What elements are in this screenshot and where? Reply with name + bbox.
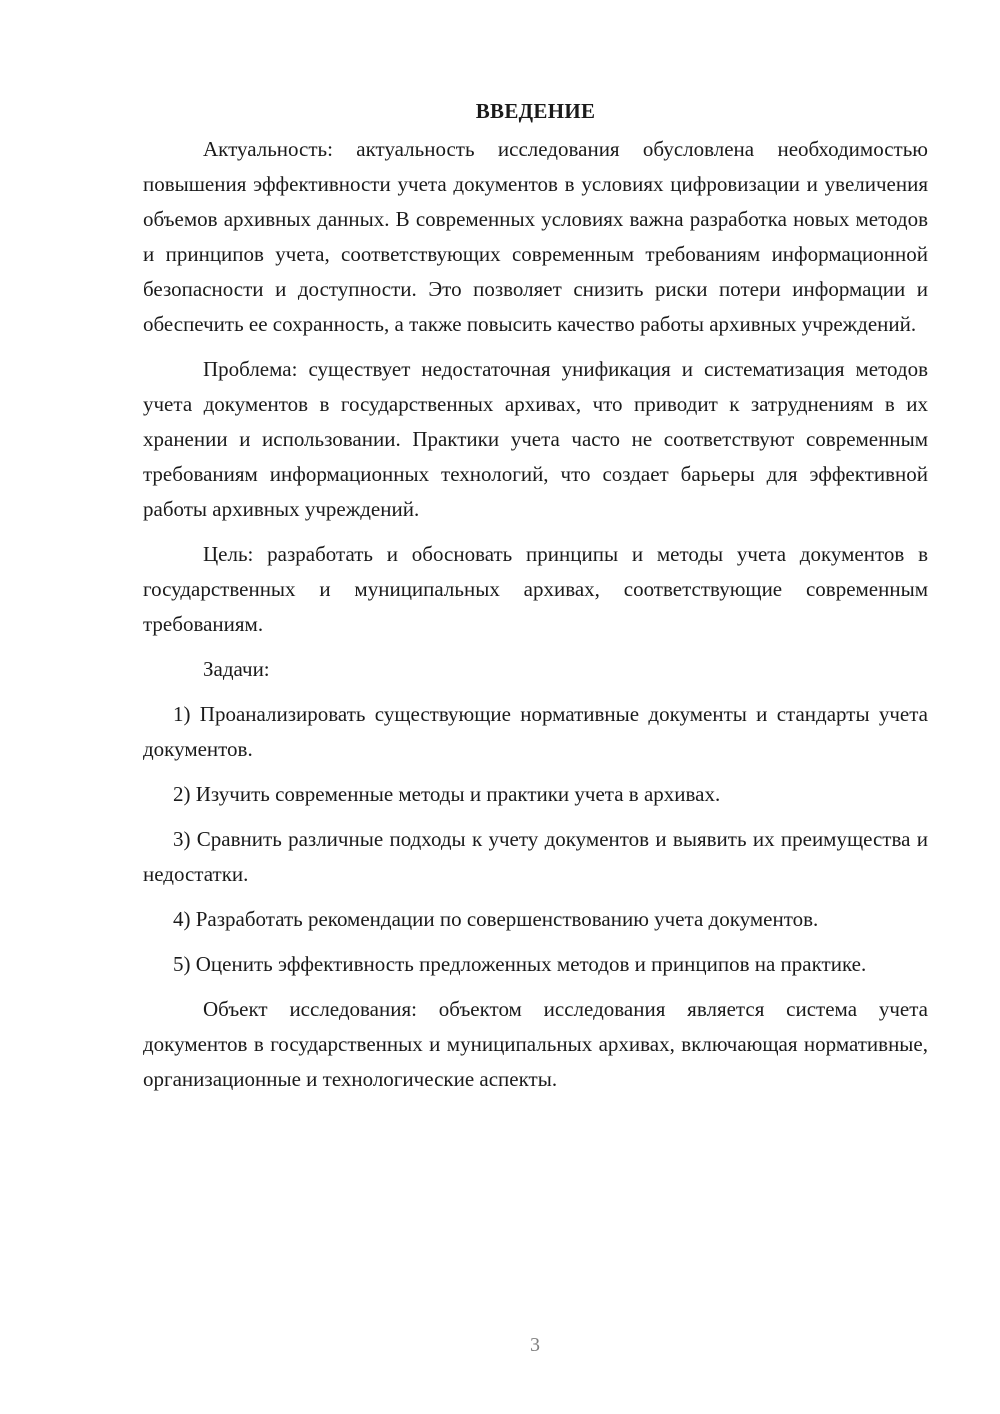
task-item: 2) Изучить современные методы и практики учета в архивах. (173, 782, 721, 806)
page-number: 3 (530, 1334, 540, 1356)
task-item: 5) Оценить эффективность предложенных методов и принципов на практике. (173, 952, 867, 976)
document-title: ВВЕДЕНИЕ (475, 99, 596, 123)
goal-paragraph: Цель: разработать и обосновать принципы и методы учета документов в государственных и муниципальных архивах, соответствующие современным требованиям. (143, 542, 928, 636)
problem-paragraph: Проблема: существует недостаточная унификация и систематизация методов учета документов в государственных архивах, что приводит к затруднениям в их хранении и использовании. Практики учета часто не соответствуют современным требованиям информационных технологий, что создает барьеры для эффективной работы архивных учреждений. (143, 357, 928, 521)
task-item: 3) Сравнить различные подходы к учету документов и выявить их преимущества и недостатки. (143, 827, 928, 886)
object-paragraph: Объект исследования: объектом исследования является система учета документов в государственных и муниципальных архивах, включающая нормативные, организационные и технологические аспекты. (143, 997, 928, 1091)
task-item: 1) Проанализировать существующие нормативные документы и стандарты учета документов. (143, 702, 928, 761)
task-item: 4) Разработать рекомендации по совершенствованию учета документов. (173, 907, 819, 931)
tasks-heading: Задачи: (203, 657, 270, 681)
document-page (143, 96, 928, 1107)
relevance-paragraph: Актуальность: актуальность исследования обусловлена необходимостью повышения эффективности учета документов в условиях цифровизации и увеличения объемов архивных данных. В современных условиях важна разработка новых методов и принципов учета, соответствующих современным требованиям информационной безопасности и доступности. Это позволяет снизить риски потери информации и обеспечить ее сохранность, а также повысить качество работы архивных учреждений. (143, 137, 928, 336)
